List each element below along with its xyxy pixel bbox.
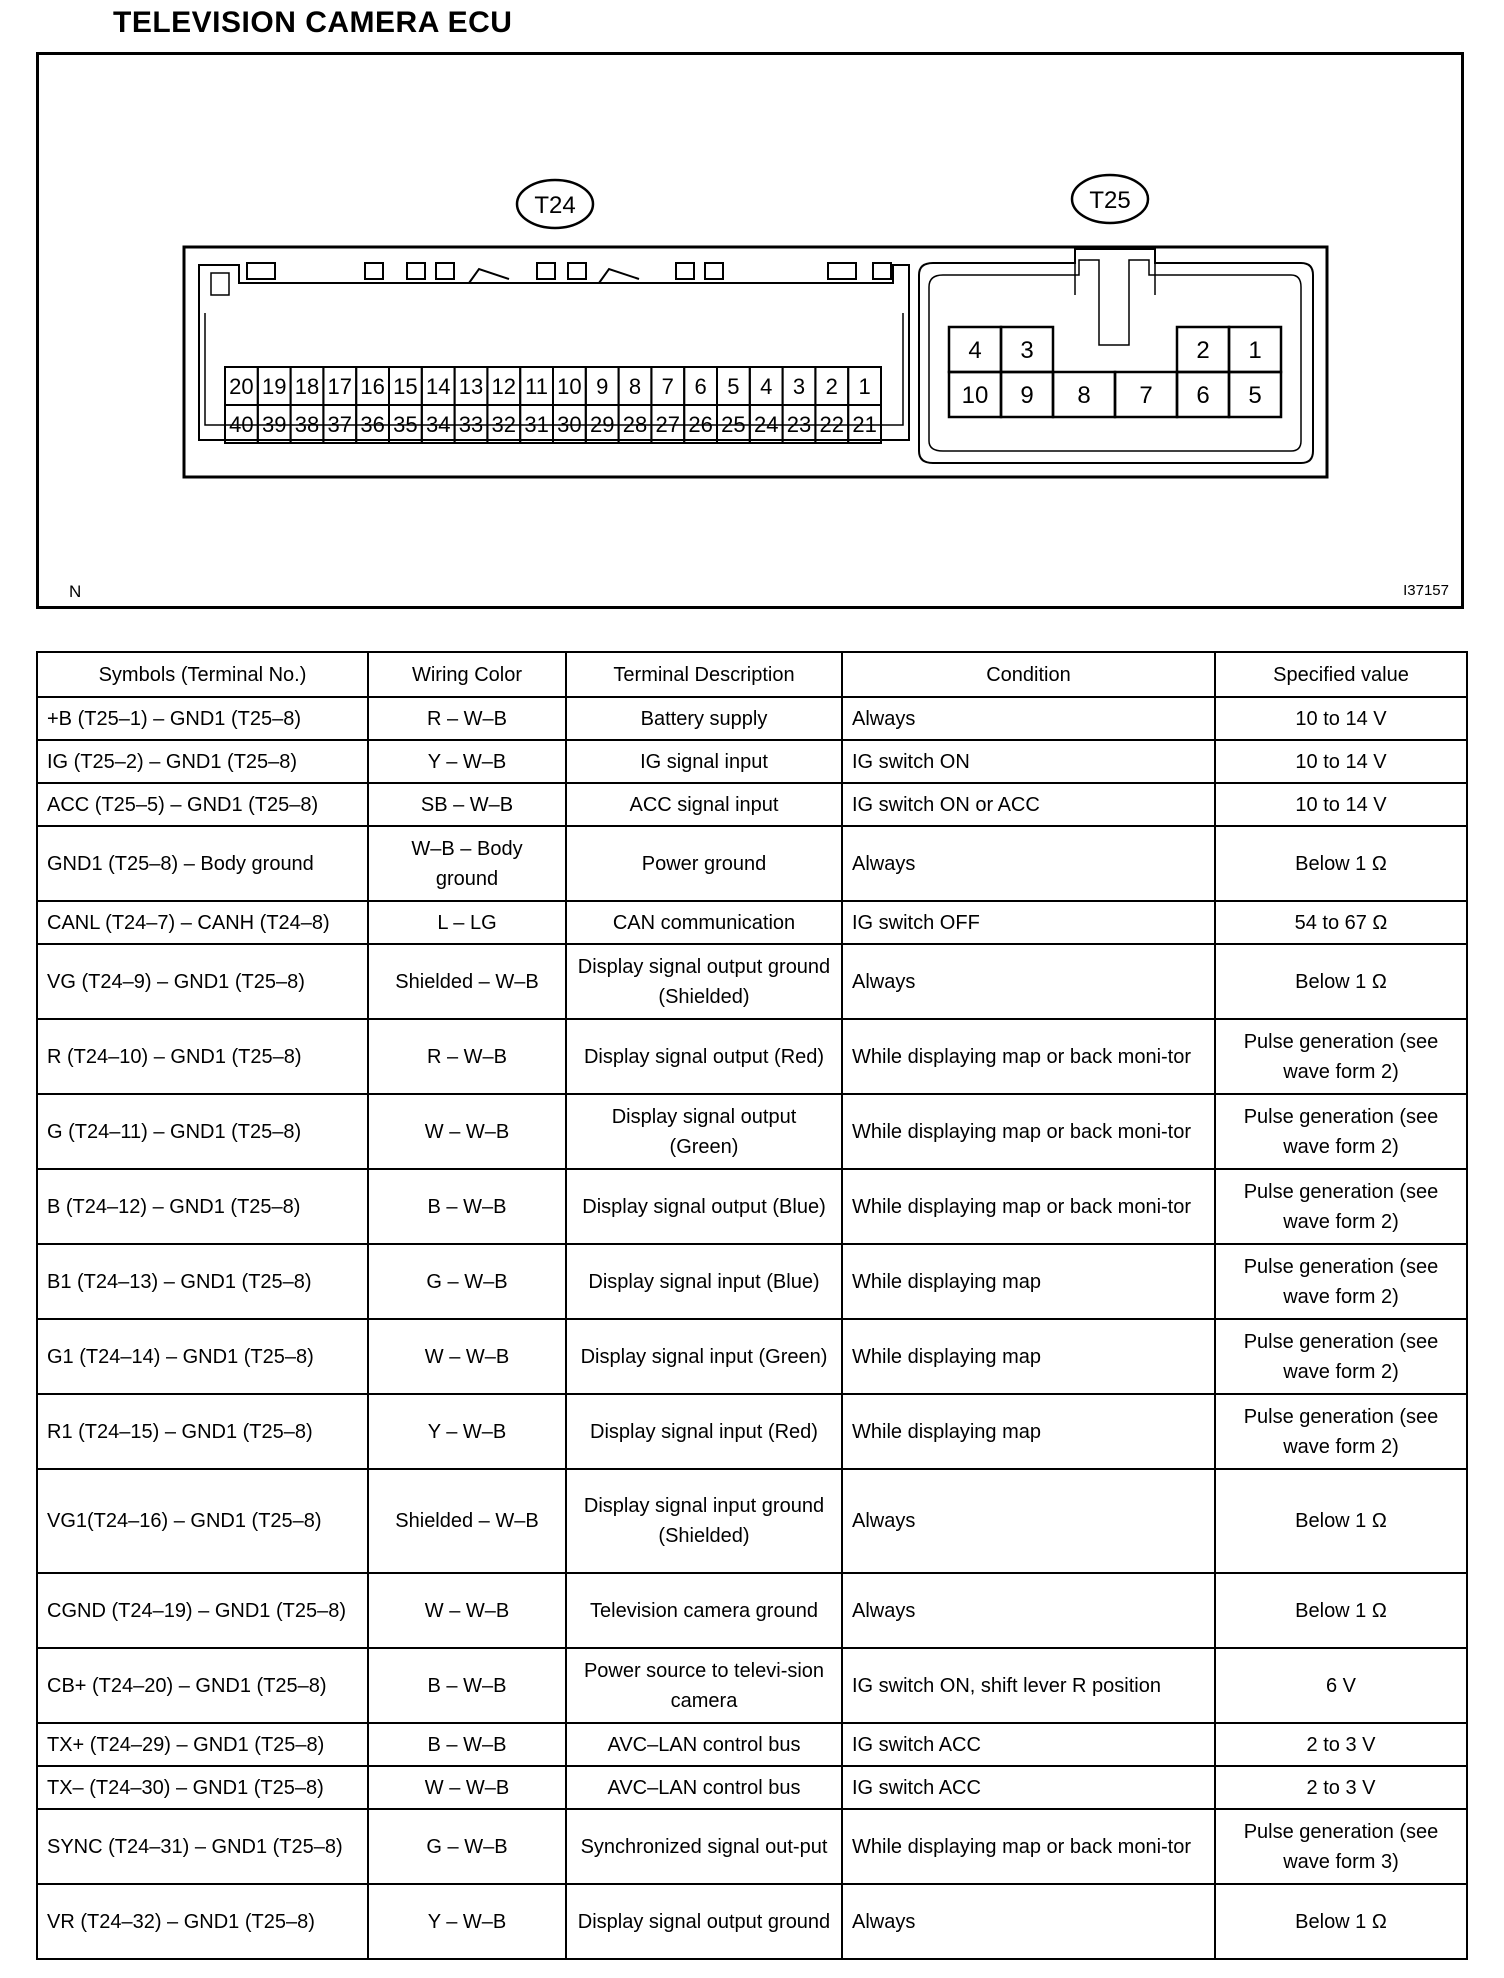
table-row bbox=[37, 740, 1467, 783]
page-title: TELEVISION CAMERA ECU bbox=[113, 6, 513, 39]
cell-wiring-color: SB – W–B bbox=[368, 783, 566, 826]
table-row bbox=[37, 944, 1467, 1019]
cell-condition: While displaying map bbox=[842, 1319, 1215, 1394]
cell-description: Display signal input (Blue) bbox=[566, 1244, 842, 1319]
cell-description: Display signal output ground (Shielded) bbox=[566, 944, 842, 1019]
t24-pin-grid bbox=[225, 367, 881, 443]
cell-condition: IG switch ON bbox=[842, 740, 1215, 783]
cell-description: Power source to televi-sion camera bbox=[566, 1648, 842, 1723]
figure-id: I37157 bbox=[1403, 582, 1449, 599]
t24-pin-label: 1 bbox=[858, 374, 871, 399]
cell-specified-value: 10 to 14 V bbox=[1215, 783, 1467, 826]
cell-specified-value: 2 to 3 V bbox=[1215, 1766, 1467, 1809]
cell-specified-value: Pulse generation (see wave form 2) bbox=[1215, 1319, 1467, 1394]
cell-wiring-color: G – W–B bbox=[368, 1809, 566, 1884]
cell-symbol: CANL (T24–7) – CANH (T24–8) bbox=[37, 901, 368, 944]
cell-wiring-color: W–B – Body ground bbox=[368, 826, 566, 901]
t24-pin-label: 26 bbox=[688, 412, 713, 437]
cell-specified-value: Pulse generation (see wave form 2) bbox=[1215, 1169, 1467, 1244]
cell-description: AVC–LAN control bus bbox=[566, 1723, 842, 1766]
t24-pin-label: 21 bbox=[852, 412, 877, 437]
cell-wiring-color: L – LG bbox=[368, 901, 566, 944]
header-terminal-description: Terminal Description bbox=[566, 652, 842, 697]
table-row bbox=[37, 1094, 1467, 1169]
cell-description: ACC signal input bbox=[566, 783, 842, 826]
t25-pin-label: 6 bbox=[1196, 382, 1210, 409]
t24-pin-label: 39 bbox=[261, 412, 287, 437]
cell-symbol: ACC (T25–5) – GND1 (T25–8) bbox=[37, 783, 368, 826]
t25-pin-label: 5 bbox=[1248, 382, 1262, 409]
cell-wiring-color: G – W–B bbox=[368, 1244, 566, 1319]
header-specified-value: Specified value bbox=[1215, 652, 1467, 697]
cell-symbol: +B (T25–1) – GND1 (T25–8) bbox=[37, 697, 368, 740]
cell-condition: While displaying map or back moni-tor bbox=[842, 1094, 1215, 1169]
t25-pin-label: 1 bbox=[1248, 337, 1262, 364]
t24-pin-label: 5 bbox=[727, 374, 740, 399]
cell-wiring-color: R – W–B bbox=[368, 697, 566, 740]
cell-condition: IG switch ACC bbox=[842, 1766, 1215, 1809]
cell-symbol: VR (T24–32) – GND1 (T25–8) bbox=[37, 1884, 368, 1959]
t24-pin-label: 22 bbox=[819, 412, 845, 437]
cell-specified-value: 10 to 14 V bbox=[1215, 697, 1467, 740]
cell-wiring-color: W – W–B bbox=[368, 1319, 566, 1394]
t24-pin-label: 30 bbox=[557, 412, 582, 437]
cell-wiring-color: B – W–B bbox=[368, 1169, 566, 1244]
cell-symbol: G (T24–11) – GND1 (T25–8) bbox=[37, 1094, 368, 1169]
t25-pin-grid bbox=[949, 327, 1281, 417]
cell-specified-value: 6 V bbox=[1215, 1648, 1467, 1723]
cell-condition: While displaying map bbox=[842, 1394, 1215, 1469]
cell-description: Display signal input (Red) bbox=[566, 1394, 842, 1469]
cell-specified-value: Below 1 Ω bbox=[1215, 1469, 1467, 1573]
cell-condition: Always bbox=[842, 826, 1215, 901]
t24-pin-label: 19 bbox=[261, 374, 287, 399]
t24-pin-label: 37 bbox=[327, 412, 353, 437]
cell-wiring-color: Y – W–B bbox=[368, 1884, 566, 1959]
cell-specified-value: 2 to 3 V bbox=[1215, 1723, 1467, 1766]
cell-condition: Always bbox=[842, 944, 1215, 1019]
t24-pin-label: 8 bbox=[628, 374, 642, 399]
cell-description: AVC–LAN control bus bbox=[566, 1766, 842, 1809]
cell-condition: IG switch OFF bbox=[842, 901, 1215, 944]
cell-symbol: IG (T25–2) – GND1 (T25–8) bbox=[37, 740, 368, 783]
cell-description: Display signal output (Blue) bbox=[566, 1169, 842, 1244]
cell-condition: IG switch ON or ACC bbox=[842, 783, 1215, 826]
table-row bbox=[37, 783, 1467, 826]
cell-symbol: R (T24–10) – GND1 (T25–8) bbox=[37, 1019, 368, 1094]
header-wiring-color: Wiring Color bbox=[368, 652, 566, 697]
table-row bbox=[37, 1766, 1467, 1809]
cell-symbol: TX– (T24–30) – GND1 (T25–8) bbox=[37, 1766, 368, 1809]
t24-pin-label: 33 bbox=[458, 412, 484, 437]
t24-pin-label: 32 bbox=[491, 412, 517, 437]
cell-symbol: B1 (T24–13) – GND1 (T25–8) bbox=[37, 1244, 368, 1319]
terminal-table bbox=[36, 651, 1468, 1960]
cell-condition: IG switch ACC bbox=[842, 1723, 1215, 1766]
cell-description: Display signal output (Green) bbox=[566, 1094, 842, 1169]
t24-pin-label: 28 bbox=[622, 412, 648, 437]
cell-wiring-color: W – W–B bbox=[368, 1094, 566, 1169]
cell-wiring-color: B – W–B bbox=[368, 1723, 566, 1766]
cell-wiring-color: W – W–B bbox=[368, 1766, 566, 1809]
cell-symbol: TX+ (T24–29) – GND1 (T25–8) bbox=[37, 1723, 368, 1766]
table-row bbox=[37, 1884, 1467, 1959]
t24-pin-label: 10 bbox=[557, 374, 582, 399]
t24-pin-label: 23 bbox=[786, 412, 812, 437]
cell-condition: IG switch ON, shift lever R position bbox=[842, 1648, 1215, 1723]
table-row bbox=[37, 1723, 1467, 1766]
cell-symbol: G1 (T24–14) – GND1 (T25–8) bbox=[37, 1319, 368, 1394]
cell-specified-value: 10 to 14 V bbox=[1215, 740, 1467, 783]
cell-wiring-color: Shielded – W–B bbox=[368, 944, 566, 1019]
cell-condition: While displaying map or back moni-tor bbox=[842, 1019, 1215, 1094]
t25-pin-label: 2 bbox=[1196, 337, 1210, 364]
t24-pin-label: 12 bbox=[491, 374, 517, 399]
table-header-row bbox=[37, 652, 1467, 697]
cell-specified-value: Pulse generation (see wave form 3) bbox=[1215, 1809, 1467, 1884]
cell-symbol: GND1 (T25–8) – Body ground bbox=[37, 826, 368, 901]
t24-pin-label: 35 bbox=[393, 412, 418, 437]
cell-wiring-color: Shielded – W–B bbox=[368, 1469, 566, 1573]
cell-specified-value: Below 1 Ω bbox=[1215, 1884, 1467, 1959]
cell-condition: Always bbox=[842, 1469, 1215, 1573]
t24-pin-label: 31 bbox=[524, 412, 549, 437]
table-row bbox=[37, 697, 1467, 740]
cell-wiring-color: B – W–B bbox=[368, 1648, 566, 1723]
t24-pin-label: 29 bbox=[589, 412, 615, 437]
cell-specified-value: Below 1 Ω bbox=[1215, 826, 1467, 901]
cell-specified-value: Pulse generation (see wave form 2) bbox=[1215, 1244, 1467, 1319]
cell-wiring-color: W – W–B bbox=[368, 1573, 566, 1648]
table-row bbox=[37, 1169, 1467, 1244]
cell-symbol: VG (T24–9) – GND1 (T25–8) bbox=[37, 944, 368, 1019]
cell-condition: Always bbox=[842, 1573, 1215, 1648]
cell-condition: While displaying map bbox=[842, 1244, 1215, 1319]
t24-pin-label: 17 bbox=[327, 374, 353, 399]
cell-description: Display signal output ground bbox=[566, 1884, 842, 1959]
t24-pin-label: 6 bbox=[694, 374, 707, 399]
cell-condition: While displaying map or back moni-tor bbox=[842, 1809, 1215, 1884]
t24-pin-label: 9 bbox=[596, 374, 609, 399]
table-row bbox=[37, 1469, 1467, 1573]
header-symbols: Symbols (Terminal No.) bbox=[37, 652, 368, 697]
cell-description: CAN communication bbox=[566, 901, 842, 944]
t24-pin-label: 15 bbox=[393, 374, 418, 399]
table-row bbox=[37, 1394, 1467, 1469]
t24-pin-label: 3 bbox=[792, 374, 806, 399]
table-row bbox=[37, 1319, 1467, 1394]
corner-mark: N bbox=[69, 582, 82, 601]
cell-symbol: VG1(T24–16) – GND1 (T25–8) bbox=[37, 1469, 368, 1573]
cell-specified-value: Below 1 Ω bbox=[1215, 944, 1467, 1019]
t24-pin-label: 7 bbox=[661, 374, 674, 399]
cell-wiring-color: R – W–B bbox=[368, 1019, 566, 1094]
cell-description: Synchronized signal out-put bbox=[566, 1809, 842, 1884]
cell-symbol: CB+ (T24–20) – GND1 (T25–8) bbox=[37, 1648, 368, 1723]
t25-pin-label: 4 bbox=[968, 337, 982, 364]
cell-wiring-color: Y – W–B bbox=[368, 1394, 566, 1469]
cell-wiring-color: Y – W–B bbox=[368, 740, 566, 783]
cell-description: IG signal input bbox=[566, 740, 842, 783]
t24-pin-label: 18 bbox=[294, 374, 320, 399]
t24-pin-label: 25 bbox=[721, 412, 746, 437]
t24-pin-label: 40 bbox=[229, 412, 254, 437]
cell-description: Battery supply bbox=[566, 697, 842, 740]
t25-pin-label: 7 bbox=[1139, 382, 1153, 409]
table-row bbox=[37, 1648, 1467, 1723]
table-row bbox=[37, 1019, 1467, 1094]
t25-pin-label: 3 bbox=[1020, 337, 1034, 364]
cell-condition: Always bbox=[842, 697, 1215, 740]
t25-label: T25 bbox=[1089, 187, 1131, 214]
t25-pin-label: 9 bbox=[1020, 382, 1034, 409]
cell-symbol: CGND (T24–19) – GND1 (T25–8) bbox=[37, 1573, 368, 1648]
t24-pin-label: 14 bbox=[425, 374, 451, 399]
cell-description: Display signal input (Green) bbox=[566, 1319, 842, 1394]
cell-specified-value: Pulse generation (see wave form 2) bbox=[1215, 1019, 1467, 1094]
connector-figure bbox=[36, 52, 1464, 609]
cell-specified-value: Below 1 Ω bbox=[1215, 1573, 1467, 1648]
t24-pin-label: 2 bbox=[825, 374, 838, 399]
cell-specified-value: Pulse generation (see wave form 2) bbox=[1215, 1394, 1467, 1469]
t24-pin-label: 16 bbox=[360, 374, 385, 399]
cell-condition: While displaying map or back moni-tor bbox=[842, 1169, 1215, 1244]
cell-symbol: B (T24–12) – GND1 (T25–8) bbox=[37, 1169, 368, 1244]
t24-pin-label: 11 bbox=[525, 374, 549, 399]
t24-pin-label: 34 bbox=[425, 412, 451, 437]
table-row bbox=[37, 826, 1467, 901]
t25-pin-label: 10 bbox=[961, 382, 989, 409]
cell-description: Display signal output (Red) bbox=[566, 1019, 842, 1094]
cell-description: Power ground bbox=[566, 826, 842, 901]
cell-symbol: SYNC (T24–31) – GND1 (T25–8) bbox=[37, 1809, 368, 1884]
t24-pin-label: 24 bbox=[753, 412, 779, 437]
cell-specified-value: 54 to 67 Ω bbox=[1215, 901, 1467, 944]
table-row bbox=[37, 1809, 1467, 1884]
t24-pin-label: 20 bbox=[229, 374, 254, 399]
t24-pin-label: 38 bbox=[294, 412, 320, 437]
table-row bbox=[37, 1244, 1467, 1319]
t24-pin-label: 36 bbox=[360, 412, 385, 437]
cell-condition: Always bbox=[842, 1884, 1215, 1959]
t24-pin-label: 27 bbox=[655, 412, 681, 437]
t24-pin-label: 13 bbox=[458, 374, 484, 399]
t24-pin-label: 4 bbox=[760, 374, 773, 399]
table-row bbox=[37, 1573, 1467, 1648]
table-row bbox=[37, 901, 1467, 944]
t24-label: T24 bbox=[534, 192, 576, 219]
cell-description: Television camera ground bbox=[566, 1573, 842, 1648]
cell-symbol: R1 (T24–15) – GND1 (T25–8) bbox=[37, 1394, 368, 1469]
connector-diagram bbox=[39, 55, 1461, 606]
cell-specified-value: Pulse generation (see wave form 2) bbox=[1215, 1094, 1467, 1169]
cell-description: Display signal input ground (Shielded) bbox=[566, 1469, 842, 1573]
header-condition: Condition bbox=[842, 652, 1215, 697]
t25-pin-label: 8 bbox=[1077, 382, 1091, 409]
